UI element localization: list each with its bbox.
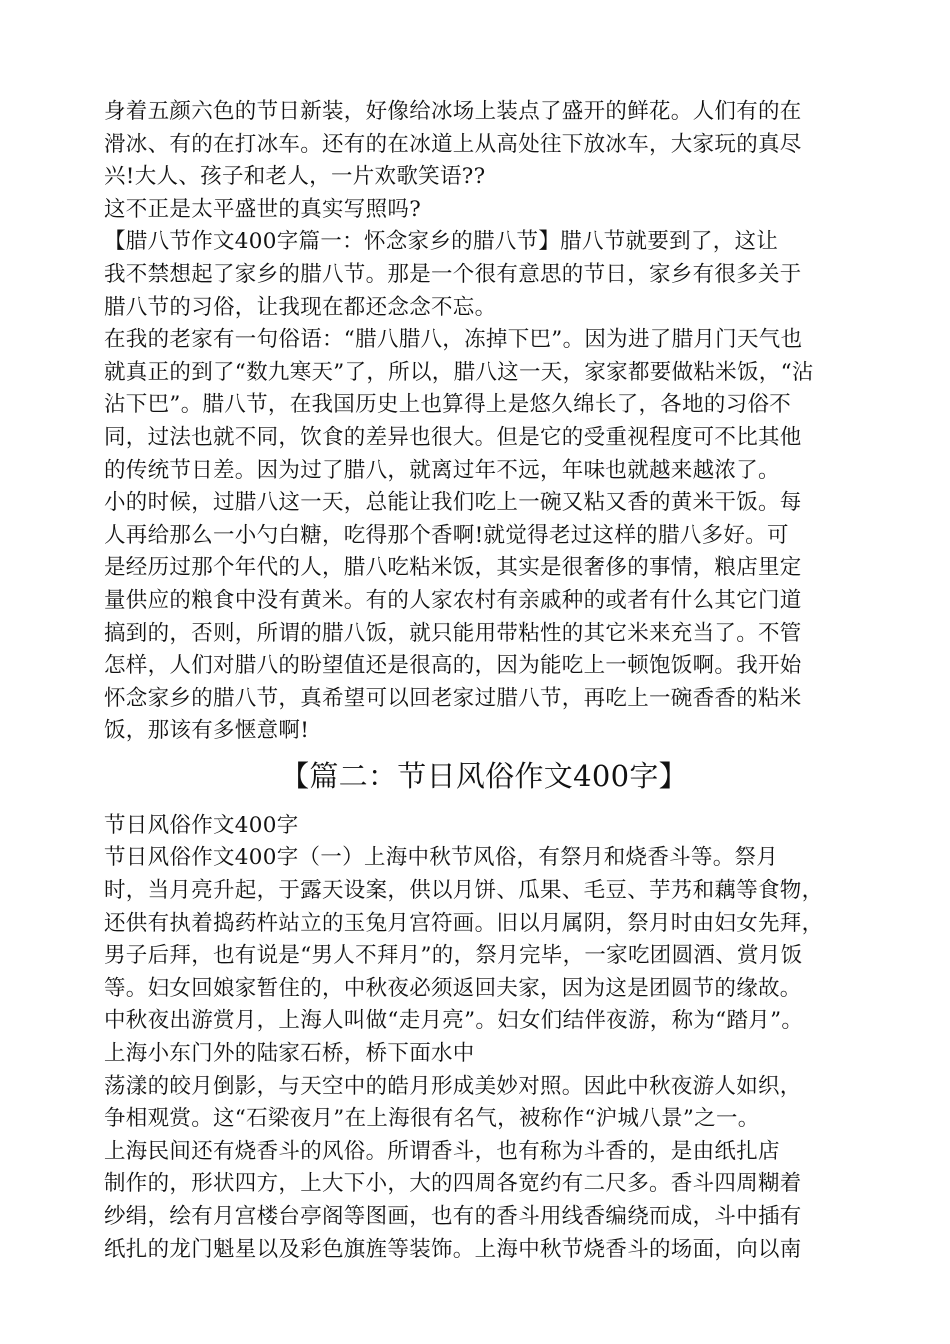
text-line: 上海小东门外的陆家石桥，桥下面水中 [104,1041,475,1067]
text-line: 上海民间还有烧香斗的风俗。所谓香斗，也有称为斗香的，是由纸扎店 [104,1138,780,1164]
text-line: 腊八节的习俗，让我现在都还念念不忘。 [104,294,497,320]
text-line: 等。妇女回娘家暂住的，中秋夜必须返回夫家，因为这是团圆节的缘故。 [104,975,802,1001]
section-heading: 【篇二：节日风俗作文400字】 [280,758,688,793]
text-line: 制作的，形状四方，上大下小，大的四周各宽约有二尺多。香斗四周糊着 [104,1171,802,1197]
text-line: 争相观赏。这“石梁夜月”在上海很有名气，被称作“沪城八景”之一。 [104,1106,760,1132]
text-line: 量供应的粮食中没有黄米。有的人家农村有亲戚种的或者有什么其它门道 [104,587,802,613]
text-line: 兴!大人、孩子和老人，一片欢歌笑语?? [104,164,486,190]
text-line: 还供有执着捣药杵站立的玉兔月宫符画。旧以月属阴，祭月时由妇女先拜， [104,910,824,936]
text-line: 小的时候，过腊八这一天，总能让我们吃上一碗又粘又香的黄米干饭。每 [104,490,802,516]
text-line: 在我的老家有一句俗语：“腊八腊八，冻掉下巴”。因为进了腊月门天气也 [104,327,803,353]
text-line: 节日风俗作文400字 [104,812,299,838]
text-line: 沾下巴”。腊八节，在我国历史上也算得上是悠久绵长了，各地的习俗不 [104,392,792,418]
text-line: 男子后拜，也有说是“男人不拜月”的，祭月完毕，一家吃团圆酒、赏月饭 [104,943,803,969]
text-line: 这不正是太平盛世的真实写照吗? [104,196,422,222]
text-line: 的传统节日差。因为过了腊八，就离过年不远，年味也就越来越浓了。 [104,457,780,483]
text-line: 身着五颜六色的节日新装，好像给冰场上装点了盛开的鲜花。人们有的在 [104,99,802,124]
text-line: 【腊八节作文400字篇一：怀念家乡的腊八节】腊八节就要到了，这让 [104,229,779,255]
text-line: 中秋夜出游赏月，上海人叫做“走月亮”。妇女们结伴夜游，称为“踏月”。 [104,1008,804,1034]
text-line: 荡漾的皎月倒影，与天空中的皓月形成美妙对照。因此中秋夜游人如织， [104,1073,802,1099]
text-line: 纱绢，绘有月宫楼台亭阁等图画，也有的香斗用线香编绕而成，斗中插有 [104,1204,802,1229]
text-line: 人再给那么一小勺白糖，吃得那个香啊!就觉得老过这样的腊八多好。可 [104,522,789,548]
text-line: 就真正的到了“数九寒天”了，所以，腊八这一天，家家都要做粘米饭，“沾 [104,359,814,385]
document-page [104,96,864,1266]
text-line: 是经历过那个年代的人，腊八吃粘米饭，其实是很奢侈的事情，粮店里定 [104,555,802,581]
text-line: 纸扎的龙门魁星以及彩色旗旌等装饰。上海中秋节烧香斗的场面，向以南 [104,1236,802,1262]
text-line: 节日风俗作文400字（一）上海中秋节风俗，有祭月和烧香斗等。祭月 [104,845,779,871]
essay-section-laba [104,96,864,748]
text-line: 搞到的，否则，所谓的腊八饭，就只能用带粘性的其它米来充当了。不管 [104,620,802,646]
essay-section-festival-customs [104,810,864,1266]
text-line: 同，过法也就不同，饮食的差异也很大。但是它的受重视程度可不比其他 [104,424,802,450]
text-line: 时，当月亮升起，于露天设案，供以月饼、瓜果、毛豆、芋艿和藕等食物， [104,878,824,904]
text-line: 我不禁想起了家乡的腊八节。那是一个很有意思的节日，家乡有很多关于 [104,261,802,287]
text-line: 怎样，人们对腊八的盼望值还是很高的，因为能吃上一顿饱饭啊。我开始 [104,653,802,679]
text-line: 饭，那该有多惬意啊! [104,718,310,744]
text-line: 滑冰、有的在打冰车。还有的在冰道上从高处往下放冰车，大家玩的真尽 [104,131,802,157]
text-line: 怀念家乡的腊八节，真希望可以回老家过腊八节，再吃上一碗香香的粘米 [104,685,802,711]
